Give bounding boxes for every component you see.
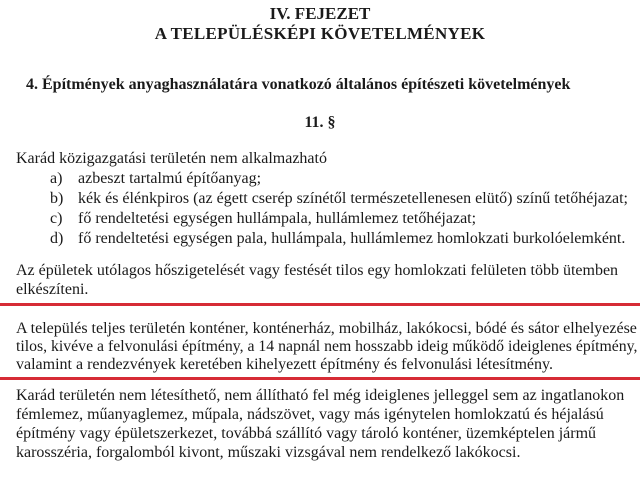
list-item-marker: c) xyxy=(50,210,63,227)
paragraph-mark: 11. § xyxy=(304,114,336,131)
list-item-marker: d) xyxy=(50,230,64,247)
list-item-marker: b) xyxy=(50,190,64,207)
clause-4-line: fémlemez, műanyaglemez, műpala, nádszövet, vagy más igénytelen homlokzatú és héjalású xyxy=(16,406,604,423)
highlight-rule-top xyxy=(0,303,640,306)
list-item-marker: a) xyxy=(50,170,63,187)
list-item-text: fő rendeltetési egységen hullámpala, hullámlemez tetőhéjazat; xyxy=(78,210,477,227)
clause-2-line: elkészíteni. xyxy=(16,281,89,298)
chapter-title: A TELEPÜLÉSKÉPI KÖVETELMÉNYEK xyxy=(154,24,486,43)
list-item-text: fő rendeltetési egységen pala, hullámpala, hullámlemez homlokzati burkolóelemként. xyxy=(78,230,626,247)
clause-4-line: építmény vagy épületszerkezet, továbbá szállító vagy tároló konténer, üzemképtelen jármű xyxy=(16,425,597,442)
highlight-rule-bottom xyxy=(0,377,640,380)
clause-2-line: Az épületek utólagos hőszigetelését vagy festését tilos egy homlokzati felületen több ütemben xyxy=(16,262,619,279)
list-item-text: azbeszt tartalmú építőanyag; xyxy=(78,170,262,187)
clause-4-line: karosszéria, forgalomból kivont, műszaki vizsgával nem rendelkező lakókocsi. xyxy=(16,444,521,461)
clause-1-intro: Karád közigazgatási területén nem alkalmazható xyxy=(16,150,327,167)
clause-4-line: Karád területén nem létesíthető, nem állítható fel még ideiglenes jelleggel sem az ingatlanokon xyxy=(16,387,625,404)
clause-3-line: A település teljes területén konténer, konténerház, mobilház, lakókocsi, bódé és sátor elhelyezése xyxy=(16,320,637,337)
chapter-number: IV. FEJEZET xyxy=(269,4,371,23)
clause-3-line: tilos, kivéve a felvonulási építmény, a 14 napnál nem hosszabb ideig működő ideiglenes építmény, xyxy=(16,338,638,355)
clause-3-line: valamint a rendezvények keretében kihelyezett építmény és felvonulási létesítmény. xyxy=(16,356,553,373)
section-heading: 4. Építmények anyaghasználatára vonatkozó általános építészeti követelmények xyxy=(26,76,571,93)
list-item-text: kék és élénkpiros (az égett cserép színétől természetellenesen elütő) színű tetőhéjazat; xyxy=(78,190,628,207)
